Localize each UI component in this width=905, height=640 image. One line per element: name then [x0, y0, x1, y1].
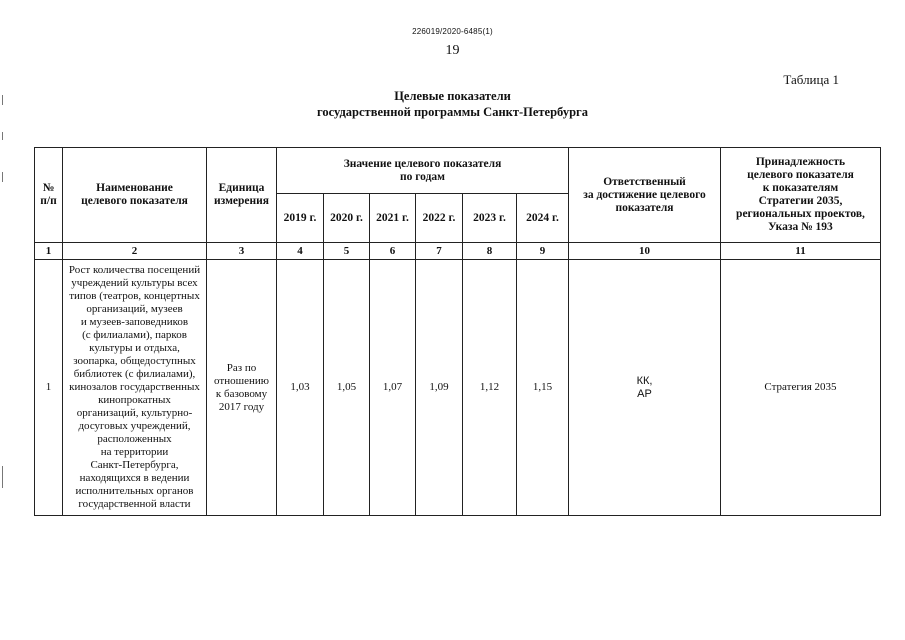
column-number: 7: [416, 243, 463, 260]
header-year: 2022 г.: [416, 194, 463, 243]
column-number: 9: [517, 243, 569, 260]
page-number: 19: [445, 43, 460, 58]
responsible: КК, АР: [569, 260, 721, 516]
header-unit: Единица измерения: [207, 148, 277, 243]
scan-margin-mark: [2, 172, 3, 182]
column-number-row: [35, 243, 881, 260]
header-num: № п/п: [35, 148, 63, 243]
value-2021: 1,07: [370, 260, 416, 516]
title-line-1: Целевые показатели: [394, 89, 511, 103]
value-2024: 1,15: [517, 260, 569, 516]
table-row: [35, 260, 881, 516]
column-number: 8: [463, 243, 517, 260]
header-name: Наименование целевого показателя: [63, 148, 207, 243]
value-2022: 1,09: [416, 260, 463, 516]
row-num: 1: [35, 260, 63, 516]
header-belonging: Принадлежность целевого показателя к показателям Стратегии 2035, региональных проектов, Указа № 193: [721, 148, 881, 243]
header-year: 2020 г.: [324, 194, 370, 243]
table-label: Таблица 1: [783, 72, 839, 87]
header-responsible: Ответственный за достижение целевого показателя: [569, 148, 721, 243]
title-line-2: государственной программы Санкт-Петербурга: [317, 105, 588, 119]
header-values-group: Значение целевого показателя по годам: [277, 148, 569, 194]
value-2023: 1,12: [463, 260, 517, 516]
scan-margin-mark: [2, 466, 3, 488]
indicator-name: Рост количества посещений учреждений культуры всех типов (театров, концертных организаций, музеев и музеев-заповедников (с филиалами), парков культуры и отдыха, зоопарка, общедоступных библиотек (с филиалами), кинозалов государственных кинопрокатных организаций, культурно- досуговых учреждений, расположенных на территории Санкт-Петербурга, находящихся в ведении исполнительных органов государственной власти: [63, 260, 207, 516]
header-year: 2024 г.: [517, 194, 569, 243]
scan-margin-mark: [2, 95, 3, 105]
value-2020: 1,05: [324, 260, 370, 516]
page-title: [0, 88, 905, 120]
column-number: 6: [370, 243, 416, 260]
column-number: 1: [35, 243, 63, 260]
document-id: 226019/2020-6485(1): [412, 27, 493, 36]
column-number: 5: [324, 243, 370, 260]
column-number: 3: [207, 243, 277, 260]
header-year: 2021 г.: [370, 194, 416, 243]
column-number: 2: [63, 243, 207, 260]
indicators-table: [34, 147, 881, 516]
value-2019: 1,03: [277, 260, 324, 516]
indicator-unit: Раз по отношению к базовому 2017 году: [207, 260, 277, 516]
column-number: 4: [277, 243, 324, 260]
column-number: 10: [569, 243, 721, 260]
belonging: Стратегия 2035: [721, 260, 881, 516]
header-year: 2023 г.: [463, 194, 517, 243]
header-year: 2019 г.: [277, 194, 324, 243]
column-number: 11: [721, 243, 881, 260]
scan-margin-mark: [2, 132, 3, 140]
